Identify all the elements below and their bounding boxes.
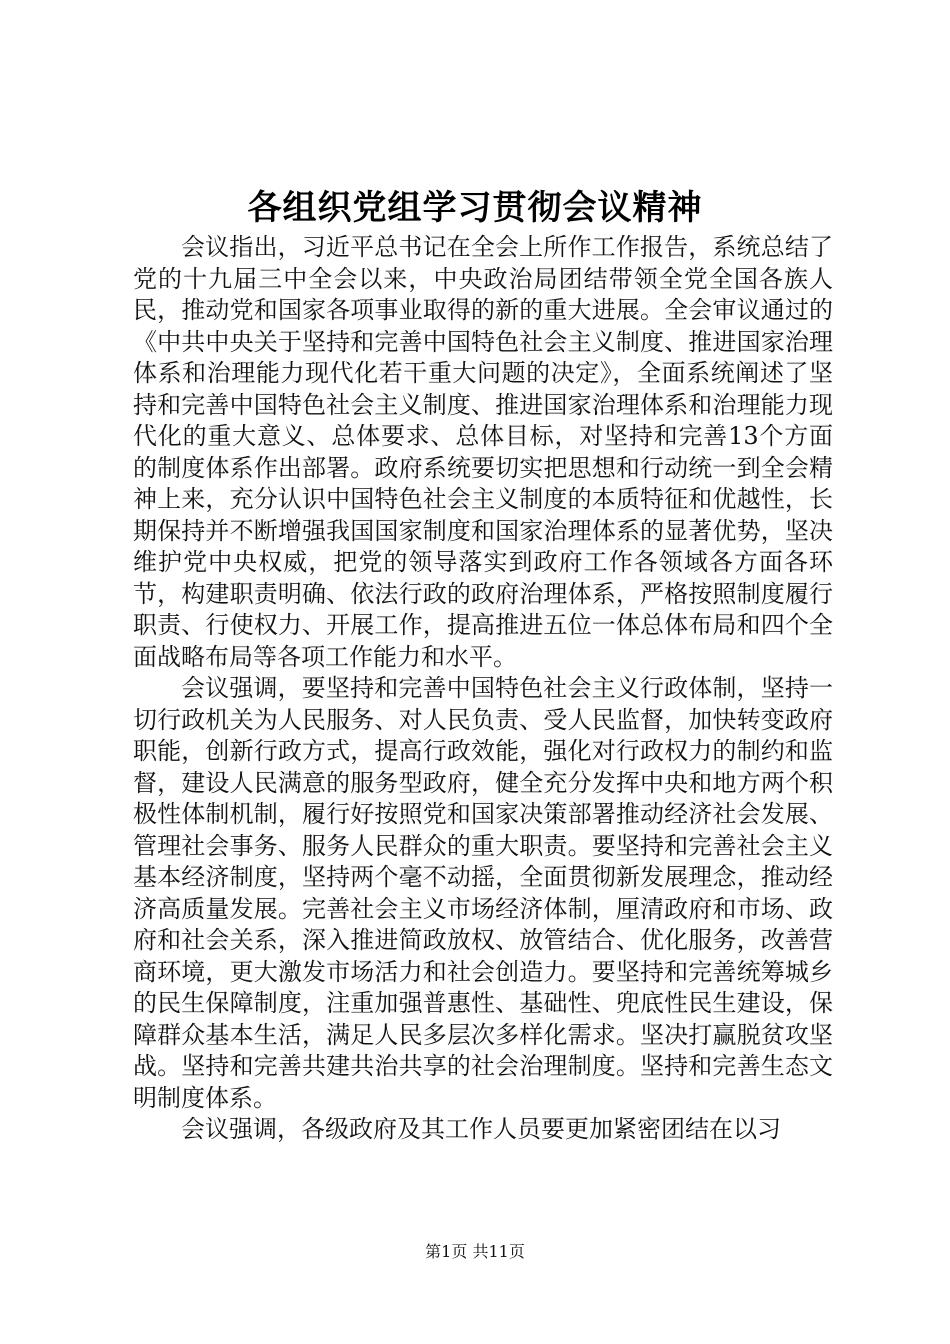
document-title: 各组织党组学习贯彻会议精神 [247,188,703,228]
paragraph: 会议强调，要坚持和完善中国特色社会主义行政体制，坚持一切行政机关为人民服务、对人民负责、受人民监督，加快转变政府职能，创新行政方式，提高行政效能，强化对行政权力的制约和监督，建设人民满意的服务型政府，健全充分发挥中央和地方两个积极性体制机制，履行好按照党和国家决策部署推动经济社会发展、管理社会事务、服务人民群众的重大职责。要坚持和完善社会主义基本经济制度，坚持两个毫不动摇，全面贯彻新发展理念，推动经济高质量发展。完善社会主义市场经济体制，厘清政府和市场、政府和社会关系，深入推进简政放权、放管结合、优化服务，改善营商环境，更大激发市场活力和社会创造力。要坚持和完善统筹城乡的民生保障制度，注重加强普惠性、基础性、兜底性民生建设，保障群众基本生活，满足人民多层次多样化需求。坚决打赢脱贫攻坚战。坚持和完善共建共治共享的社会治理制度。坚持和完善生态文明制度体系。 [133,674,833,1112]
page-footer [0,1240,950,1264]
paragraph: 会议强调，各级政府及其工作人员要更加紧密团结在以习 [181,1115,781,1143]
page-total: 共11页 [472,1242,525,1261]
page-number: 第1页 [425,1242,468,1261]
paragraph: 会议指出，习近平总书记在全会上所作工作报告，系统总结了党的十九届三中全会以来，中央政治局团结带领全党全国各族人民，推动党和国家各项事业取得的新的重大进展。全会审议通过的《中共中央关于坚持和完善中国特色社会主义制度、推进国家治理体系和治理能力现代化若干重大问题的决定》，全面系统阐述了坚持和完善中国特色社会主义制度、推进国家治理体系和治理能力现代化的重大意义、总体要求、总体目标，对坚持和完善13个方面的制度体系作出部署。政府系统要切实把思想和行动统一到全会精神上来，充分认识中国特色社会主义制度的本质特征和优越性，长期保持并不断增强我国国家制度和国家治理体系的显著优势，坚决维护党中央权威，把党的领导落实到政府工作各领域各方面各环节，构建职责明确、依法行政的政府治理体系，严格按照制度履行职责、行使权力、开展工作，提高推进五位一体总体布局和四个全面战略布局等各项工作能力和水平。 [133,233,833,671]
document-body [133,232,833,1146]
